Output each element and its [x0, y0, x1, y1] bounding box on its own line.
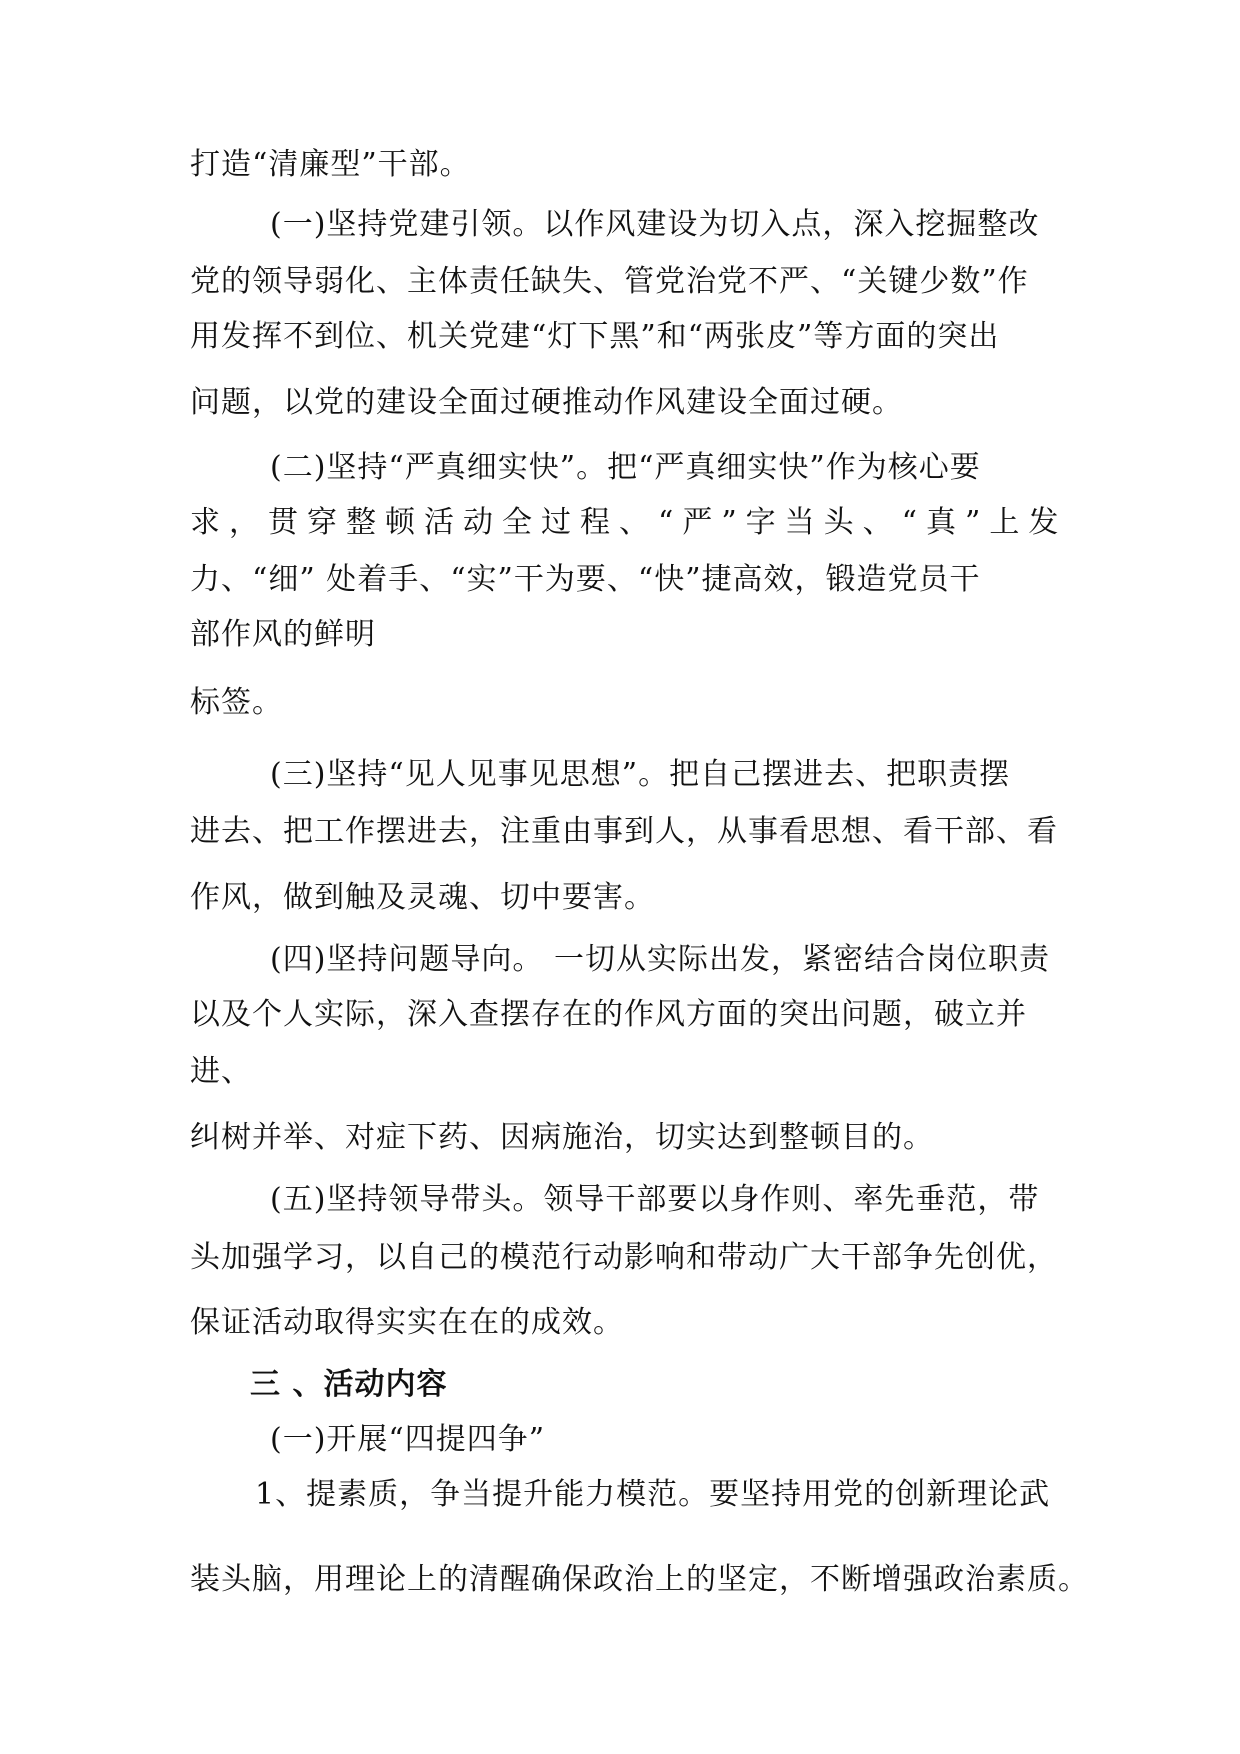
text-line-16: 进、 — [190, 1054, 252, 1089]
text-line-17: 纠树并举、对症下药、因病施治，切实达到整顿目的。 — [190, 1120, 934, 1155]
text-line-5: 问题，以党的建设全面过硬推动作风建设全面过硬。 — [190, 385, 903, 420]
text-line-15: 以及个人实际，深入查摆存在的作风方面的突出问题，破立并 — [190, 997, 1027, 1032]
text-line-18: (五)坚持领导带头。领导干部要以身作则、率先垂范，带 — [270, 1182, 1040, 1217]
text-line-24: 装头脑，用理论上的清醒确保政治上的坚定，不断增强政治素质。 — [190, 1562, 1089, 1597]
text-line-4: 用发挥不到位、机关党建“灯下黑”和“两张皮”等方面的突出 — [190, 319, 1000, 354]
subsection-heading: (一)开展“四提四争” — [270, 1422, 546, 1457]
text-line-19: 头加强学习，以自己的模范行动影响和带动广大干部争先创优， — [190, 1240, 1058, 1275]
text-line-14: (四)坚持问题导向。 一切从实际出发，紧密结合岗位职责 — [270, 942, 1050, 977]
text-line-20: 保证活动取得实实在在的成效。 — [190, 1305, 624, 1340]
section-heading: 三 、活动内容 — [250, 1367, 448, 1402]
text-line-13: 作风，做到触及灵魂、切中要害。 — [190, 880, 655, 915]
text-line-1: 打造“清廉型”干部。 — [190, 147, 471, 182]
text-line-6: (二)坚持“严真细实快”。把“严真细实快”作为核心要 — [270, 450, 981, 485]
text-line-8: 力、“细” 处着手、“实”干为要、“快”捷高效，锻造党员干 — [190, 562, 981, 597]
text-line-7: 求，贯穿整顿活动全过程、“严”字当头、“真”上发 — [190, 505, 1068, 540]
text-line-12: 进去、把工作摆进去，注重由事到人，从事看思想、看干部、看 — [190, 814, 1058, 849]
text-line-3: 党的领导弱化、主体责任缺失、管党治党不严、“关键少数”作 — [190, 264, 1029, 299]
text-line-10: 标签。 — [190, 685, 283, 720]
text-line-2: (一)坚持党建引领。以作风建设为切入点，深入挖掘整改 — [270, 207, 1040, 242]
text-line-23: 1、提素质，争当提升能力模范。要坚持用党的创新理论武 — [255, 1477, 1051, 1512]
text-line-11: (三)坚持“见人见事见思想”。把自己摆进去、把职责摆 — [270, 757, 1011, 792]
text-line-9: 部作风的鲜明 — [190, 617, 376, 652]
